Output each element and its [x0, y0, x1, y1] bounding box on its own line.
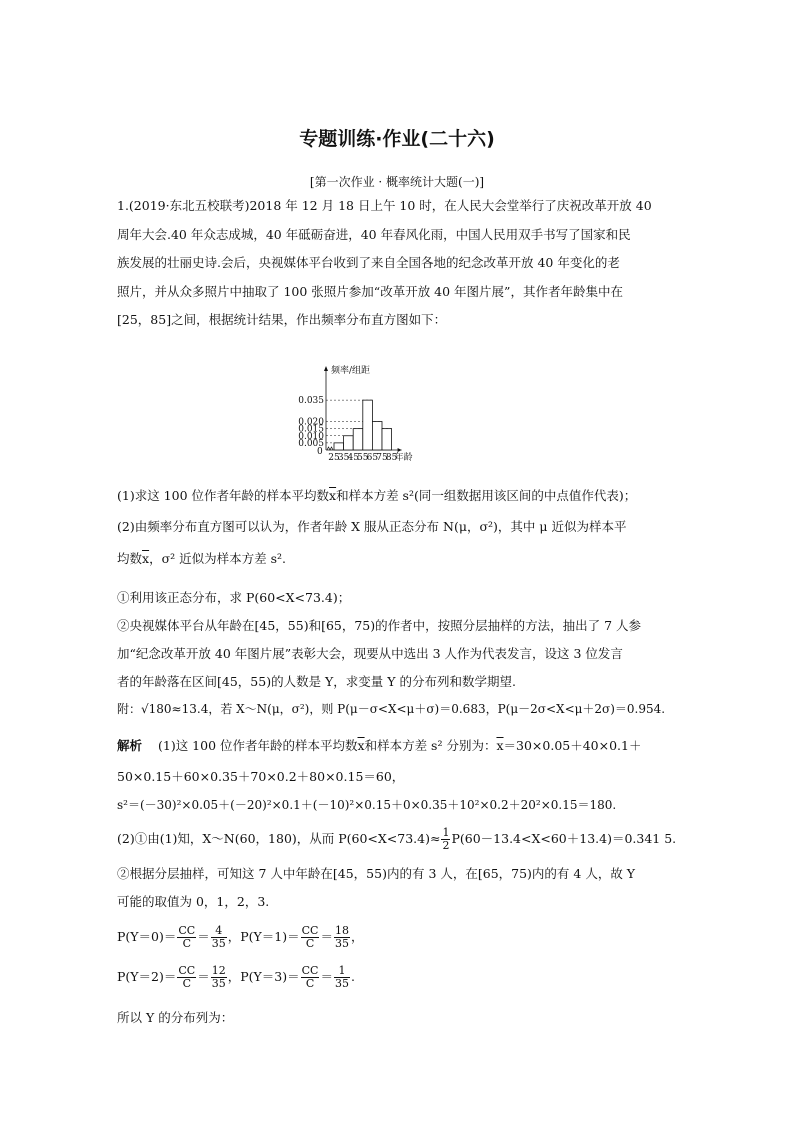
question-2-part-i: ①利用该正态分布，求 P(60<X<73.4)； [117, 590, 351, 605]
question-2-part-ii-line: 加“纪念改革开放 40 年图片展”表彰大会，现要从中选出 3 人作为代表发言，设这 3 位发言 [117, 646, 623, 661]
xbar-symbol: $\overline{x}$ [142, 551, 150, 566]
intro-line: [25，85]之间，根据统计结果，作出频率分布直方图如下： [117, 312, 447, 327]
page-title: 专题训练·作业(二十六) [299, 128, 495, 150]
y-axis-label: 频率/组距 [331, 366, 371, 376]
p3-prefix: ，P(Y＝3)＝ [227, 969, 300, 985]
xbar-symbol: $\overline{x}$ [496, 738, 504, 753]
frequency-histogram [290, 362, 490, 467]
frac-denominator: 35 [334, 937, 349, 951]
frac-numerator: CC [301, 964, 319, 977]
p1-value-fraction [334, 925, 350, 950]
frac-denominator: C [182, 977, 191, 991]
x-axis-arrow [398, 448, 402, 452]
y-tick-label: 0.020 [298, 417, 324, 428]
p3-combination-fraction [301, 965, 320, 990]
histogram-bar [334, 443, 344, 450]
histogram-bar [363, 400, 373, 450]
frac-numerator: CC [178, 924, 196, 937]
frac-numerator: CC [301, 924, 319, 937]
q2-line2-prefix: 均数 [117, 551, 143, 566]
intro-line: 周年大会.40 年众志成城，40 年砥砺奋进，40 年春风化雨，中国人民用双手书写了国家和民 [117, 227, 631, 242]
frac-numerator: 1 [334, 965, 350, 978]
y-axis-arrow [324, 366, 328, 371]
axis-break [327, 447, 333, 450]
p2-value-fraction [211, 965, 227, 990]
xbar-symbol: $\overline{x}$ [329, 488, 337, 503]
histogram-bar [344, 436, 354, 450]
solution-1-mid: 和样本方差 s² 分别为： [364, 738, 497, 753]
p0-combination-fraction [177, 925, 196, 950]
probability-row-2: P(Y＝2)＝ $\frac{CC}{C}$ ＝ $\frac{12}{35}$ ，P(Y＝3)＝ $\frac{CC}{C}$ ＝ $\frac{1}{35}$ . [117, 964, 355, 991]
frac-numerator: 1 [442, 826, 450, 839]
y-tick-label: 0.005 [298, 438, 324, 449]
histogram-bar [353, 429, 363, 450]
frac-numerator: 18 [334, 924, 349, 937]
origin-label: 0 [317, 447, 323, 457]
p2-prefix: P(Y＝2)＝ [117, 969, 177, 985]
p0-prefix: P(Y＝0)＝ [117, 929, 177, 945]
frac-denominator: 35 [211, 977, 226, 991]
q2-line2-suffix: ，σ² 近似为样本方差 s². [149, 551, 286, 566]
x-tick-label: 65 [366, 453, 379, 463]
intro-line: 1.(2019·东北五校联考)2018 年 12 月 18 日上午 10 时，在人民大会堂举行了庆祝改革开放 40 [117, 198, 652, 213]
y-tick-label: 0.015 [298, 424, 324, 435]
solution-line-6: 可能的取值为 0，1，2，3. [117, 894, 270, 909]
frac-denominator: C [305, 937, 315, 951]
x-tick-label: 75 [376, 453, 388, 463]
appendix-note: 附：√180≈13.4，若 X～N(μ，σ²)，则 P(μ－σ<X<μ＋σ)＝0.683，P(μ－2σ<X<μ＋2σ)＝0.954. [117, 702, 666, 716]
intro-line: 族发展的壮丽史诗.会后，央视媒体平台收到了来自全国各地的纪念改革开放 40 年变化的老 [117, 255, 620, 270]
half-fraction [441, 827, 450, 852]
solution-4-suffix: P(60－13.4<X<60＋13.4)＝0.341 5. [451, 831, 677, 847]
x-tick-label: 35 [337, 453, 350, 463]
frac-denominator: 2 [442, 839, 450, 853]
p1-combination-fraction [301, 925, 320, 950]
x-tick-label: 45 [347, 453, 359, 463]
frac-denominator: 35 [334, 977, 349, 991]
y-tick-label: 0.035 [298, 396, 324, 407]
question-2-line2 [117, 553, 286, 566]
p1-prefix: ，P(Y＝1)＝ [227, 929, 300, 945]
frac-denominator: 35 [211, 937, 226, 951]
x-tick-label: 25 [328, 453, 340, 463]
p3-value-fraction [334, 965, 350, 990]
q1-suffix: 和样本方差 s²(同一组数据用该区间的中点值作代表)； [336, 488, 637, 503]
question-2-part-ii-line: 者的年龄落在区间[45，55)的人数是 Y，求变量 Y 的分布列和数学期望. [117, 674, 516, 689]
histogram-bar [382, 429, 392, 450]
intro-line: 照片，并从众多照片中抽取了 100 张照片参加“改革开放 40 年图片展”，其作者年龄集中在 [117, 284, 623, 299]
y-tick-label: 0.010 [298, 431, 324, 442]
question-2-part-ii-line: ②央视媒体平台从年龄在[45，55)和[65，75)的作者中，按照分层抽样的方法，抽出了 7 人参 [117, 618, 642, 633]
page-subtitle: [第一次作业 · 概率统计大题(一)] [309, 175, 485, 189]
frac-numerator: 12 [211, 964, 226, 977]
x-axis-label: 年龄 [394, 453, 413, 463]
solution-4-prefix: (2)①由(1)知，X～N(60，180)，从而 P(60<X<73.4)≈ [117, 831, 441, 847]
x-tick-label: 85 [385, 453, 398, 463]
solution-1-prefix: (1)这 100 位作者年龄的样本平均数 [158, 738, 358, 753]
frac-denominator: C [305, 977, 315, 991]
solution-last-line: 所以 Y 的分布列为： [117, 1010, 234, 1025]
solution-label: 解析 [117, 738, 143, 753]
p2-combination-fraction [177, 965, 196, 990]
probability-row-1: P(Y＝0)＝ $\frac{CC}{C}$ ＝ $\frac{4}{35}$ ，P(Y＝1)＝ $\frac{CC}{C}$ ＝ $\frac{18}{35}$ ， [117, 924, 364, 951]
solution-line-4 [117, 827, 676, 852]
histogram-bar [372, 422, 382, 451]
solution-line-2: 50×0.15＋60×0.35＋70×0.2＋80×0.15＝60， [117, 769, 405, 784]
x-tick-label: 55 [357, 453, 369, 463]
solution-line-5: ②根据分层抽样，可知这 7 人中年龄在[45，55)内的有 3 人，在[65，75)内的有 4 人，故 Y [117, 866, 636, 881]
solution-line-3: s²＝(－30)²×0.05＋(－20)²×0.1＋(－10)²×0.15＋0×0.35＋10²×0.2＋20²×0.15＝180. [117, 798, 617, 812]
solution-line-1 [117, 740, 642, 753]
solution-1-suffix: ＝30×0.05＋40×0.1＋ [503, 738, 642, 753]
question-1 [117, 490, 636, 503]
p0-value-fraction [211, 925, 227, 950]
xbar-symbol: $\overline{x}$ [357, 738, 365, 753]
q1-prefix: (1)求这 100 位作者年龄的样本平均数 [117, 488, 330, 503]
frac-numerator: 4 [211, 925, 227, 938]
question-2-line1: (2)由频率分布直方图可以认为，作者年龄 X 服从正态分布 N(μ，σ²)，其中 μ 近似为样本平 [117, 519, 627, 534]
frac-numerator: CC [178, 964, 196, 977]
frac-denominator: C [182, 937, 191, 951]
